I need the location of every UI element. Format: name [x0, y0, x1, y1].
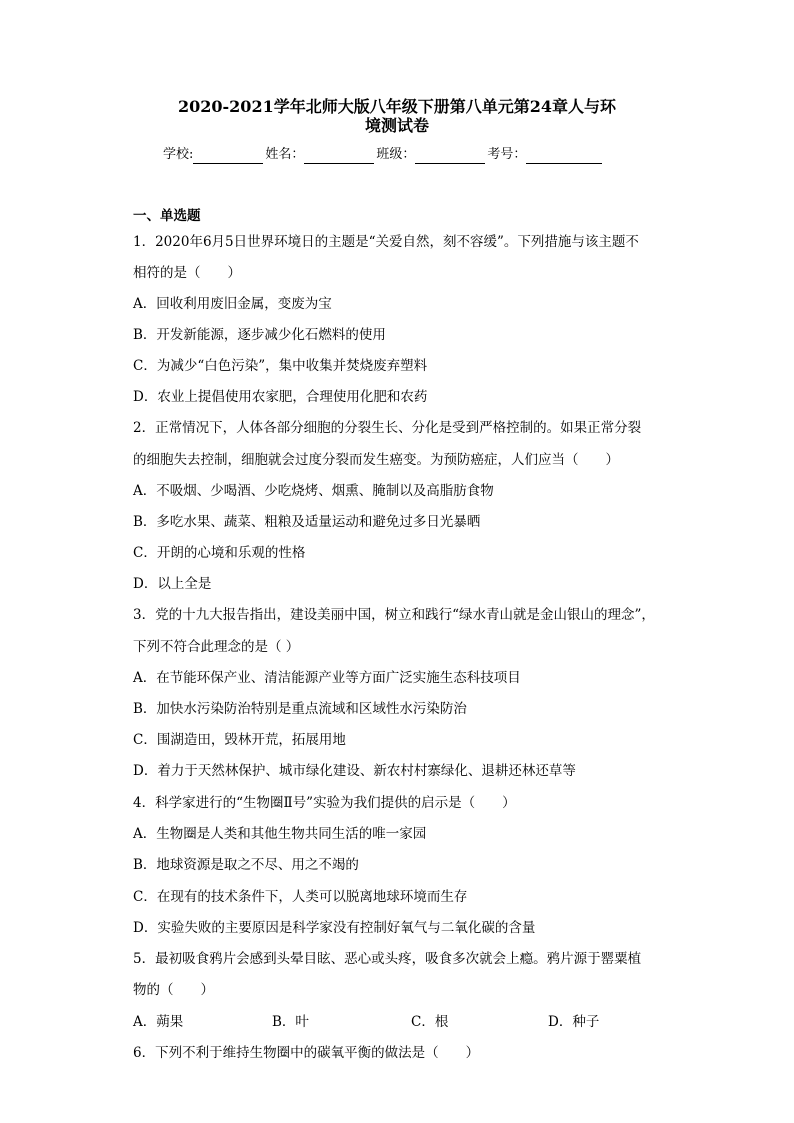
q3-option-d: D．着力于天然林保护、城市绿化建设、新农村村寨绿化、退耕还林还草等: [133, 763, 576, 779]
q5-option-c: C．根: [411, 1014, 449, 1030]
section-heading: 一、单选题: [133, 208, 201, 224]
q4-option-d: D．实验失败的主要原因是科学家没有控制好氧气与二氧化碳的含量: [133, 920, 536, 936]
q1-option-d: D．农业上提倡使用农家肥，合理使用化肥和农药: [133, 389, 428, 405]
q4-stem-line-1: 4．科学家进行的“生物圈Ⅱ号”实验为我们提供的启示是（ ）: [133, 795, 516, 811]
q3-option-c: C．围湖造田，毁林开荒，拓展用地: [133, 732, 346, 748]
q5-option-a: A．蒴果: [133, 1014, 184, 1030]
class-label: 班级：: [376, 147, 416, 162]
q4-option-c: C．在现有的技术条件下，人类可以脱离地球环境而生存: [133, 889, 468, 905]
q2-stem-line-1: 2．正常情况下，人体各部分细胞的分裂生长、分化是受到严格控制的。如果正常分裂: [133, 420, 642, 436]
name-label: 姓名：: [265, 147, 305, 162]
student-info-row: [163, 146, 604, 164]
q6-stem-line-1: 6．下列不利于维持生物圈中的碳氧平衡的做法是（ ）: [133, 1045, 480, 1061]
q3-option-b: B．加快水污染防治特别是重点流域和区域性水污染防治: [133, 701, 467, 717]
exam-no-label: 考号：: [487, 147, 527, 162]
q1-stem-line-2: 相符的是（ ）: [133, 265, 241, 281]
q3-stem-line-2: 下列不符合此理念的是（ ）: [133, 639, 300, 655]
q4-option-b: B．地球资源是取之不尽、用之不竭的: [133, 857, 359, 873]
school-blank[interactable]: [193, 150, 263, 164]
name-blank[interactable]: [304, 150, 374, 164]
q4-option-a: A．生物圈是人类和其他生物共同生活的唯一家园: [133, 826, 427, 842]
q5-stem-line-1: 5．最初吸食鸦片会感到头晕目眩、恶心或头疼，吸食多次就会上瘾。鸦片源于罂粟植: [133, 951, 642, 967]
q5-option-b: B．叶: [272, 1014, 309, 1030]
q1-option-c: C．为减少“白色污染”，集中收集并焚烧废弃塑料: [133, 358, 428, 374]
q3-option-a: A．在节能环保产业、清洁能源产业等方面广泛实施生态科技项目: [133, 670, 521, 686]
q2-option-c: C．开朗的心境和乐观的性格: [133, 545, 306, 561]
q2-option-d: D．以上全是: [133, 576, 212, 592]
exam-no-blank[interactable]: [526, 150, 602, 164]
title-line-2: 境测试卷: [364, 116, 429, 135]
title-line-1: 2020-2021学年北师大版八年级下册第八单元第24章人与环: [178, 97, 616, 116]
q5-option-d: D．种子: [548, 1014, 600, 1030]
q1-stem-line-1: 1．2020年6月5日世界环境日的主题是“关爱自然，刻不容缓”。下列措施与该主题不: [133, 234, 639, 250]
q2-stem-line-2: 的细胞失去控制，细胞就会过度分裂而发生癌变。为预防癌症，人们应当（ ）: [133, 452, 619, 468]
q5-stem-line-2: 物的（ ）: [133, 982, 214, 998]
q1-option-b: B．开发新能源，逐步减少化石燃料的使用: [133, 327, 386, 343]
q1-option-a: A．回收利用废旧金属，变废为宝: [133, 296, 332, 312]
q3-stem-line-1: 3．党的十九大报告指出，建设美丽中国，树立和践行“绿水青山就是金山银山的理念”，: [133, 607, 655, 623]
school-label: 学校:: [163, 147, 194, 162]
class-blank[interactable]: [415, 150, 485, 164]
q2-option-a: A．不吸烟、少喝酒、少吃烧烤、烟熏、腌制以及高脂肪食物: [133, 483, 494, 499]
q2-option-b: B．多吃水果、蔬菜、粗粮及适量运动和避免过多日光暴晒: [133, 514, 481, 530]
